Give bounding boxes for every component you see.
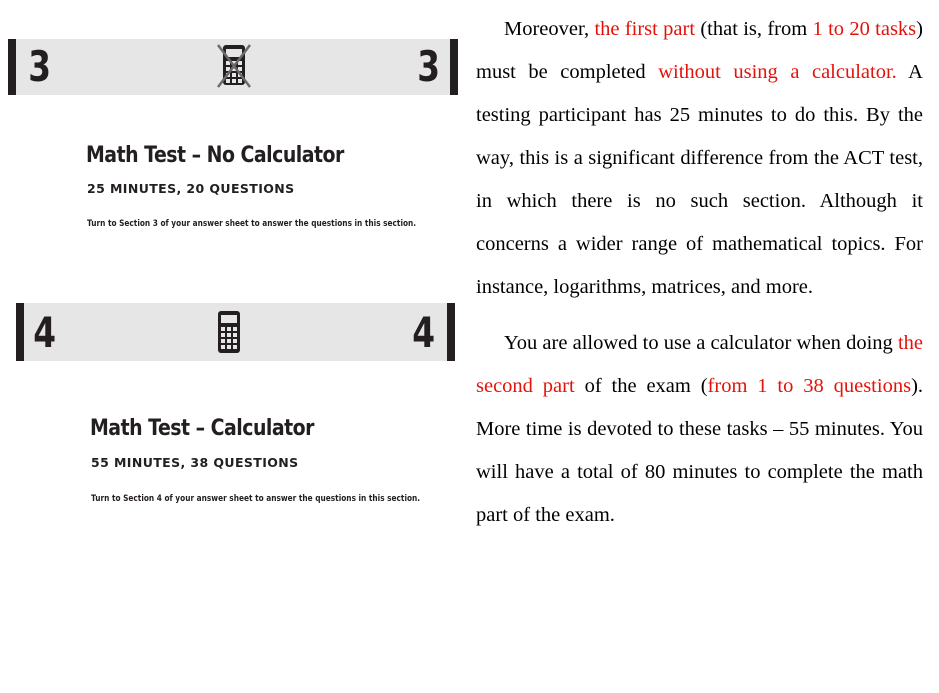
banner-left-edge	[8, 39, 16, 95]
section-4-subtitle: 55 MINUTES, 38 QUESTIONS	[91, 455, 299, 470]
text-segment: of the exam (	[574, 375, 708, 397]
highlight-segment: without using a calculator.	[658, 61, 897, 83]
text-segment: ). More time is devoted to these tasks – 55 minutes. You will have a total of 80 minutes to complete the math part of the exam.	[476, 375, 924, 526]
section-4-title: Math Test – Calculator	[90, 416, 314, 441]
banner-right-edge	[447, 303, 455, 361]
section-4-banner	[16, 303, 455, 361]
paragraph-second-part	[476, 322, 923, 537]
section-number-left: 4	[33, 308, 57, 357]
article-text	[476, 8, 923, 537]
section-number-left: 3	[28, 42, 52, 91]
section-3-title: Math Test – No Calculator	[86, 143, 344, 168]
banner-left-edge	[16, 303, 24, 361]
text-segment: Moreover,	[504, 18, 595, 40]
section-number-right: 4	[412, 308, 436, 357]
section-4-instruction: Turn to Section 4 of your answer sheet to answer the questions in this section.	[91, 494, 421, 504]
banner-right-edge	[450, 39, 458, 95]
section-3-subtitle: 25 MINUTES, 20 QUESTIONS	[87, 181, 295, 196]
section-3-instruction: Turn to Section 3 of your answer sheet to answer the questions in this section.	[87, 219, 417, 229]
section-3-banner	[8, 39, 458, 95]
section-number-right: 3	[417, 42, 441, 91]
highlight-segment: 1 to 20 tasks	[812, 18, 917, 40]
text-segment: A testing participant has 25 minutes to do this. By the way, this is a significant difference from the ACT test, in which there is no such section. Although it concerns a wider range of mathematical topics. For instance, logarithms, matrices, and more.	[476, 61, 923, 298]
highlight-segment: the second part	[476, 332, 923, 397]
text-segment: You are allowed to use a calculator when doing	[504, 332, 898, 354]
calculator-icon	[215, 307, 245, 357]
text-segment: ) must be completed	[476, 18, 923, 83]
calculator-crossed-icon	[214, 41, 254, 93]
highlight-segment: from 1 to 38 questions	[707, 375, 912, 397]
paragraph-first-part	[476, 8, 923, 309]
highlight-segment: the first part	[594, 18, 696, 40]
text-segment: (that is, from	[695, 18, 813, 40]
